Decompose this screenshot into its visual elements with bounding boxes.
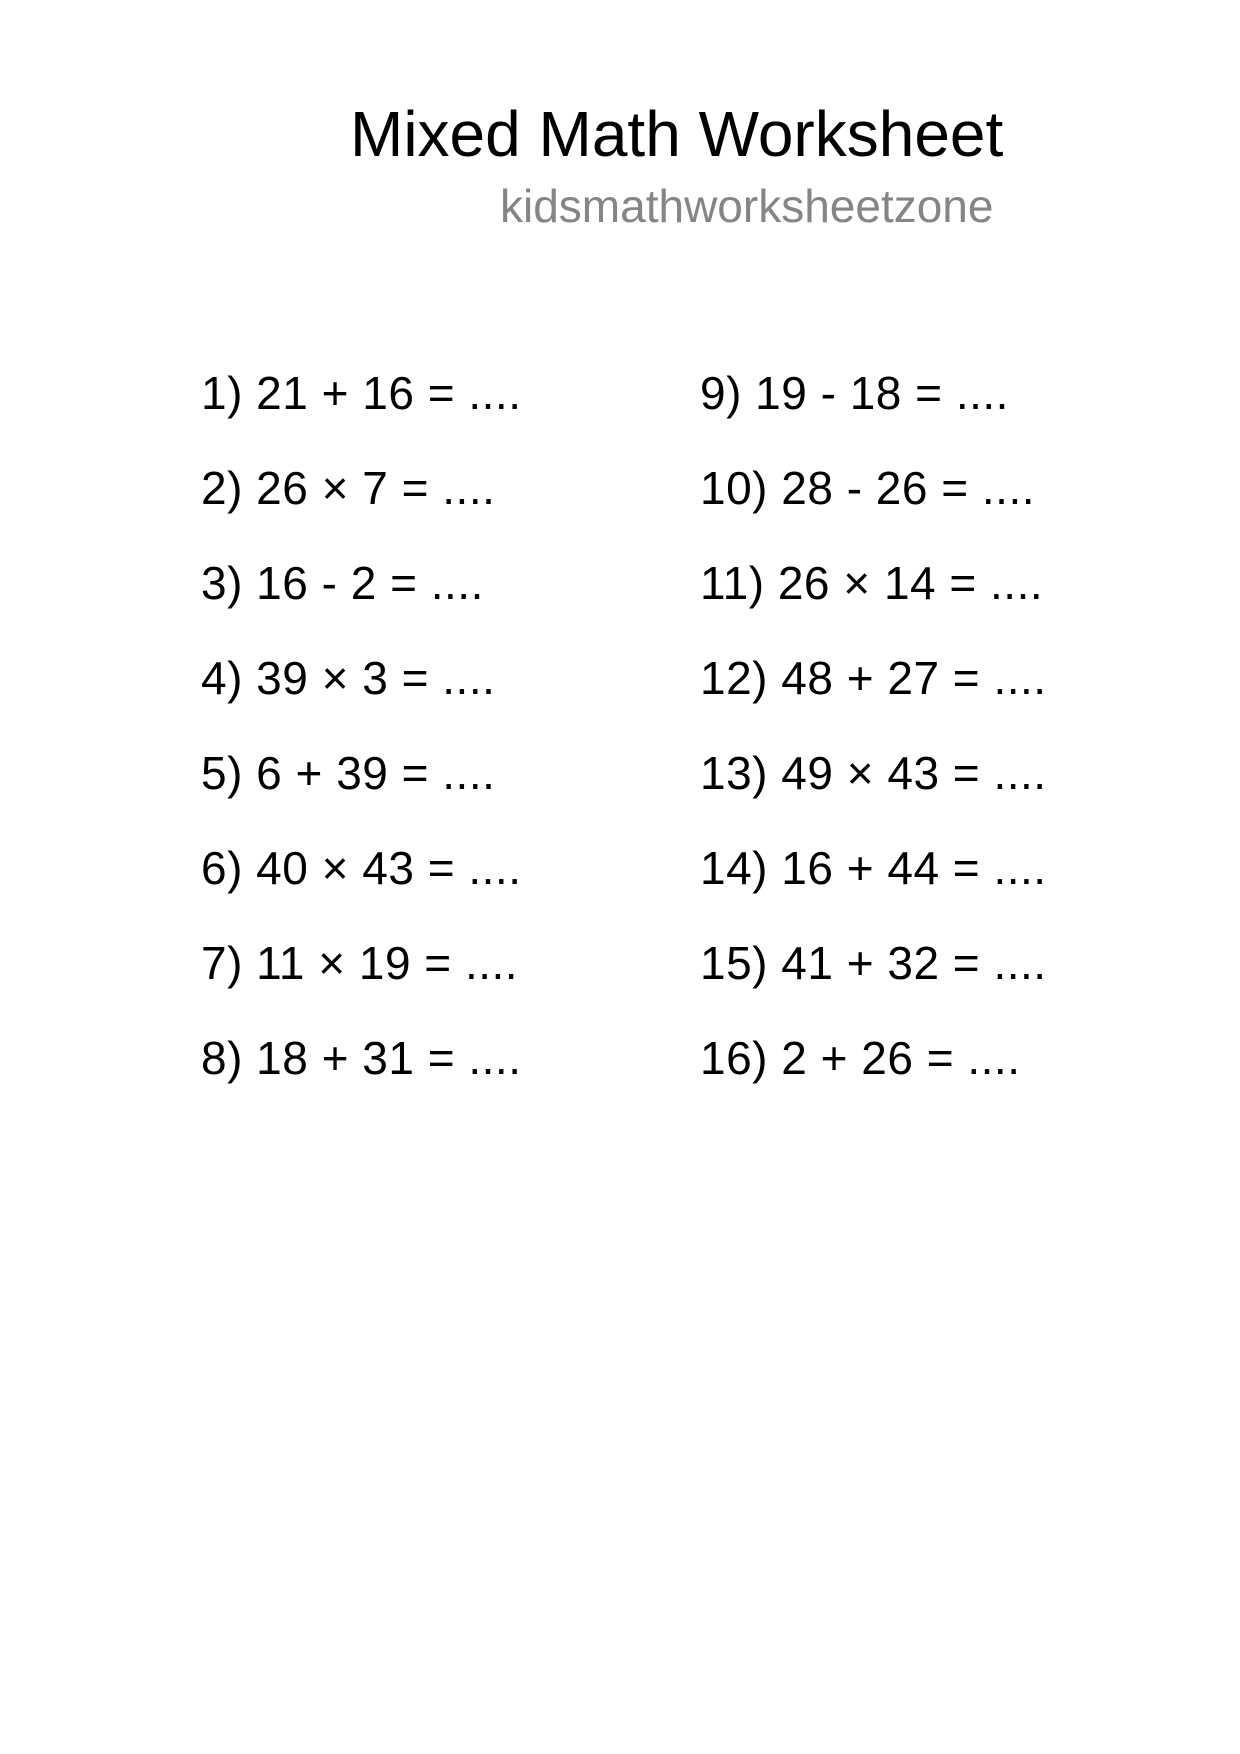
problem-4: 4) 39 × 3 = .... (201, 652, 496, 704)
problem-15: 15) 41 + 32 = .... (700, 937, 1047, 989)
problem-14: 14) 16 + 44 = .... (700, 842, 1047, 894)
problem-13: 13) 49 × 43 = .... (700, 747, 1047, 799)
problem-column-left (201, 346, 521, 1106)
problem-8: 8) 18 + 31 = .... (201, 1032, 522, 1084)
problem-1: 1) 21 + 16 = .... (201, 367, 522, 419)
problem-column-right (700, 346, 1047, 1106)
problem-11: 11) 26 × 14 = .... (700, 557, 1044, 609)
problem-6: 6) 40 × 43 = .... (201, 842, 522, 894)
worksheet-title: Mixed Math Worksheet (350, 98, 1004, 170)
problem-12: 12) 48 + 27 = .... (700, 652, 1047, 704)
problem-9: 9) 19 - 18 = .... (700, 367, 1009, 419)
problem-16: 16) 2 + 26 = .... (700, 1032, 1021, 1084)
problem-7: 7) 11 × 19 = .... (201, 937, 519, 989)
problem-3: 3) 16 - 2 = .... (201, 557, 484, 609)
problem-10: 10) 28 - 26 = .... (700, 462, 1036, 514)
problem-5: 5) 6 + 39 = .... (201, 747, 496, 799)
problem-2: 2) 26 × 7 = .... (201, 462, 496, 514)
worksheet-source: kidsmathworksheetzone (500, 180, 994, 232)
